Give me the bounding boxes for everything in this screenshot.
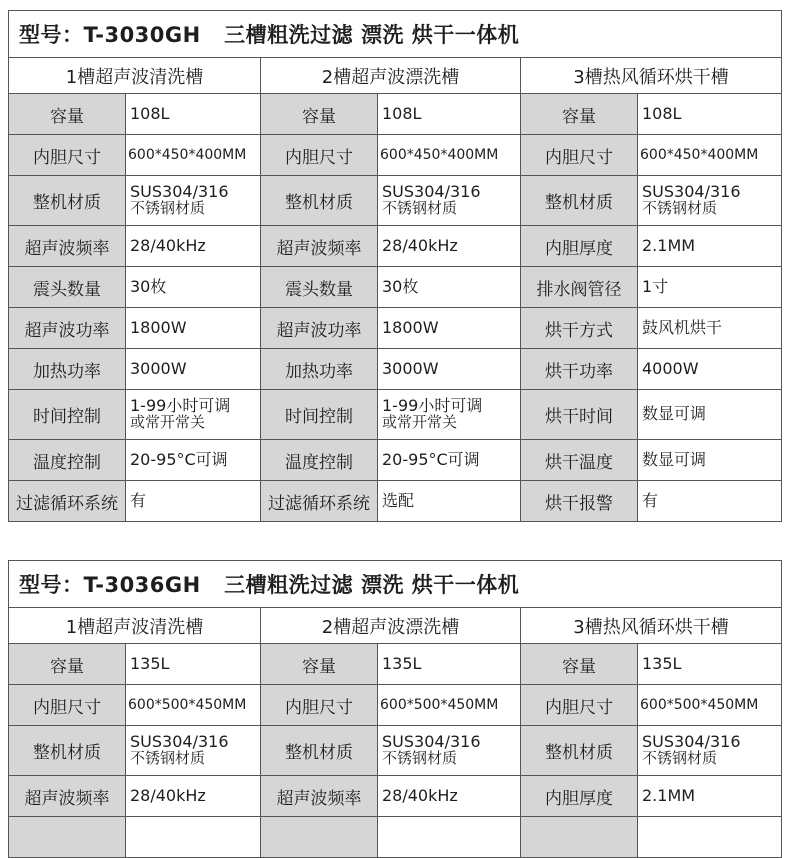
spec-value: 28/40kHz <box>378 226 521 267</box>
spec-label: 容量 <box>9 644 126 685</box>
section-header: 1槽超声波清洗槽 <box>9 58 261 94</box>
spec-value: 600*450*400MM <box>378 135 521 176</box>
spec-value: 600*500*450MM <box>126 685 261 726</box>
spec-value: 600*500*450MM <box>638 685 782 726</box>
spec-value: 有 <box>126 481 261 522</box>
spec-value <box>638 176 782 226</box>
spec-label: 烘干功率 <box>521 349 638 390</box>
spec-value: 108L <box>126 94 261 135</box>
spec-label: 超声波功率 <box>9 308 126 349</box>
spec-value: 108L <box>638 94 782 135</box>
spec-label: 震头数量 <box>261 267 378 308</box>
table-row <box>9 817 782 858</box>
table-row <box>9 390 782 440</box>
spec-value: 2.1MM <box>638 776 782 817</box>
spec-value-line1: 1-99小时可调 <box>130 396 231 416</box>
table-row <box>9 644 782 685</box>
spec-table-t3030gh <box>8 10 782 522</box>
spec-value <box>378 817 521 858</box>
spec-label: 时间控制 <box>261 390 378 440</box>
spec-value: 30枚 <box>126 267 261 308</box>
spec-value-line2: 不锈钢材质 <box>130 749 206 768</box>
spec-value: 600*450*400MM <box>638 135 782 176</box>
spec-value-line1: SUS304/316 <box>642 182 741 202</box>
spec-value-line2: 不锈钢材质 <box>382 749 458 768</box>
spec-label: 超声波频率 <box>261 776 378 817</box>
spec-value <box>378 176 521 226</box>
spec-label: 温度控制 <box>9 440 126 481</box>
spec-label: 烘干时间 <box>521 390 638 440</box>
spec-value-line2: 不锈钢材质 <box>130 199 206 218</box>
table-title <box>9 561 782 608</box>
spec-value-line2: 不锈钢材质 <box>382 199 458 218</box>
spec-label: 内胆尺寸 <box>521 685 638 726</box>
spec-value-line1: SUS304/316 <box>382 182 481 202</box>
title-prefix: 型号： <box>19 23 84 47</box>
spec-value: 28/40kHz <box>126 226 261 267</box>
spec-label: 加热功率 <box>9 349 126 390</box>
spec-label: 烘干方式 <box>521 308 638 349</box>
spec-label: 内胆尺寸 <box>261 685 378 726</box>
spec-value: 108L <box>378 94 521 135</box>
section-header: 2槽超声波漂洗槽 <box>261 608 521 644</box>
spec-value: 135L <box>378 644 521 685</box>
spec-value: 28/40kHz <box>126 776 261 817</box>
table-row <box>9 176 782 226</box>
table-row <box>9 440 782 481</box>
spec-label: 时间控制 <box>9 390 126 440</box>
section-header: 3槽热风循环烘干槽 <box>521 608 782 644</box>
spec-label: 过滤循环系统 <box>261 481 378 522</box>
spec-value <box>126 390 261 440</box>
spec-value <box>638 726 782 776</box>
spec-value: 数显可调 <box>638 390 782 440</box>
spec-value: 选配 <box>378 481 521 522</box>
table-row <box>9 267 782 308</box>
spec-label: 烘干报警 <box>521 481 638 522</box>
spec-label <box>521 817 638 858</box>
spec-label: 内胆尺寸 <box>521 135 638 176</box>
spec-value: 30枚 <box>378 267 521 308</box>
spec-value: 3000W <box>126 349 261 390</box>
spec-value: 3000W <box>378 349 521 390</box>
spec-label: 超声波功率 <box>261 308 378 349</box>
spec-value: 20-95°C可调 <box>378 440 521 481</box>
spec-label: 容量 <box>9 94 126 135</box>
spec-label: 整机材质 <box>9 726 126 776</box>
spec-label: 超声波频率 <box>9 776 126 817</box>
table-row <box>9 226 782 267</box>
spec-value: 28/40kHz <box>378 776 521 817</box>
spec-value-line2: 不锈钢材质 <box>642 749 718 768</box>
spec-value-line1: SUS304/316 <box>642 732 741 752</box>
spec-value: 鼓风机烘干 <box>638 308 782 349</box>
title-gap <box>201 23 224 47</box>
spec-value: 1寸 <box>638 267 782 308</box>
spec-value: 数显可调 <box>638 440 782 481</box>
spec-value <box>378 726 521 776</box>
spec-label: 超声波频率 <box>9 226 126 267</box>
table-row <box>9 726 782 776</box>
spec-label: 内胆尺寸 <box>9 685 126 726</box>
spec-value: 2.1MM <box>638 226 782 267</box>
spec-label: 烘干温度 <box>521 440 638 481</box>
spec-value-line1: SUS304/316 <box>130 182 229 202</box>
spec-label: 内胆厚度 <box>521 226 638 267</box>
table-row <box>9 94 782 135</box>
spec-label: 容量 <box>521 644 638 685</box>
spec-label: 温度控制 <box>261 440 378 481</box>
spec-label: 整机材质 <box>261 726 378 776</box>
spec-table-t3036gh <box>8 560 782 858</box>
section-header: 1槽超声波清洗槽 <box>9 608 261 644</box>
section-header: 3槽热风循环烘干槽 <box>521 58 782 94</box>
spec-label: 震头数量 <box>9 267 126 308</box>
spec-label: 整机材质 <box>521 726 638 776</box>
spec-value-line1: 1-99小时可调 <box>382 396 483 416</box>
spec-label: 超声波频率 <box>261 226 378 267</box>
spec-label: 容量 <box>521 94 638 135</box>
table-row <box>9 349 782 390</box>
table-row <box>9 308 782 349</box>
spec-label: 内胆尺寸 <box>9 135 126 176</box>
spec-label: 整机材质 <box>9 176 126 226</box>
spec-value: 135L <box>126 644 261 685</box>
spec-value: 1800W <box>378 308 521 349</box>
spec-value <box>126 817 261 858</box>
model-number: T-3030GH <box>83 23 201 47</box>
spec-label <box>261 817 378 858</box>
spec-label: 过滤循环系统 <box>9 481 126 522</box>
table-row <box>9 685 782 726</box>
title-description: 三槽粗洗过滤 漂洗 烘干一体机 <box>224 23 520 47</box>
spec-label: 内胆厚度 <box>521 776 638 817</box>
spec-value: 20-95°C可调 <box>126 440 261 481</box>
spec-label: 加热功率 <box>261 349 378 390</box>
table-title <box>9 11 782 58</box>
spec-value-line2: 不锈钢材质 <box>642 199 718 218</box>
spec-label: 排水阀管径 <box>521 267 638 308</box>
spec-label: 内胆尺寸 <box>261 135 378 176</box>
spec-label: 整机材质 <box>261 176 378 226</box>
spec-label: 容量 <box>261 94 378 135</box>
spec-value: 4000W <box>638 349 782 390</box>
table-row <box>9 481 782 522</box>
model-number: T-3036GH <box>83 573 201 597</box>
spec-value-line1: SUS304/316 <box>130 732 229 752</box>
spec-value: 1800W <box>126 308 261 349</box>
spec-value-line2: 或常开常关 <box>382 413 458 432</box>
title-gap <box>201 573 224 597</box>
title-prefix: 型号： <box>19 573 84 597</box>
spec-value <box>126 176 261 226</box>
spec-value: 135L <box>638 644 782 685</box>
spec-value <box>638 817 782 858</box>
spec-value: 600*450*400MM <box>126 135 261 176</box>
spec-value: 600*500*450MM <box>378 685 521 726</box>
table-row <box>9 135 782 176</box>
section-header: 2槽超声波漂洗槽 <box>261 58 521 94</box>
table-row <box>9 776 782 817</box>
spec-value <box>378 390 521 440</box>
spec-label <box>9 817 126 858</box>
spec-value <box>126 726 261 776</box>
spec-label: 容量 <box>261 644 378 685</box>
spec-value-line2: 或常开常关 <box>130 413 206 432</box>
title-description: 三槽粗洗过滤 漂洗 烘干一体机 <box>224 573 520 597</box>
spec-label: 整机材质 <box>521 176 638 226</box>
spec-value-line1: SUS304/316 <box>382 732 481 752</box>
spec-value: 有 <box>638 481 782 522</box>
